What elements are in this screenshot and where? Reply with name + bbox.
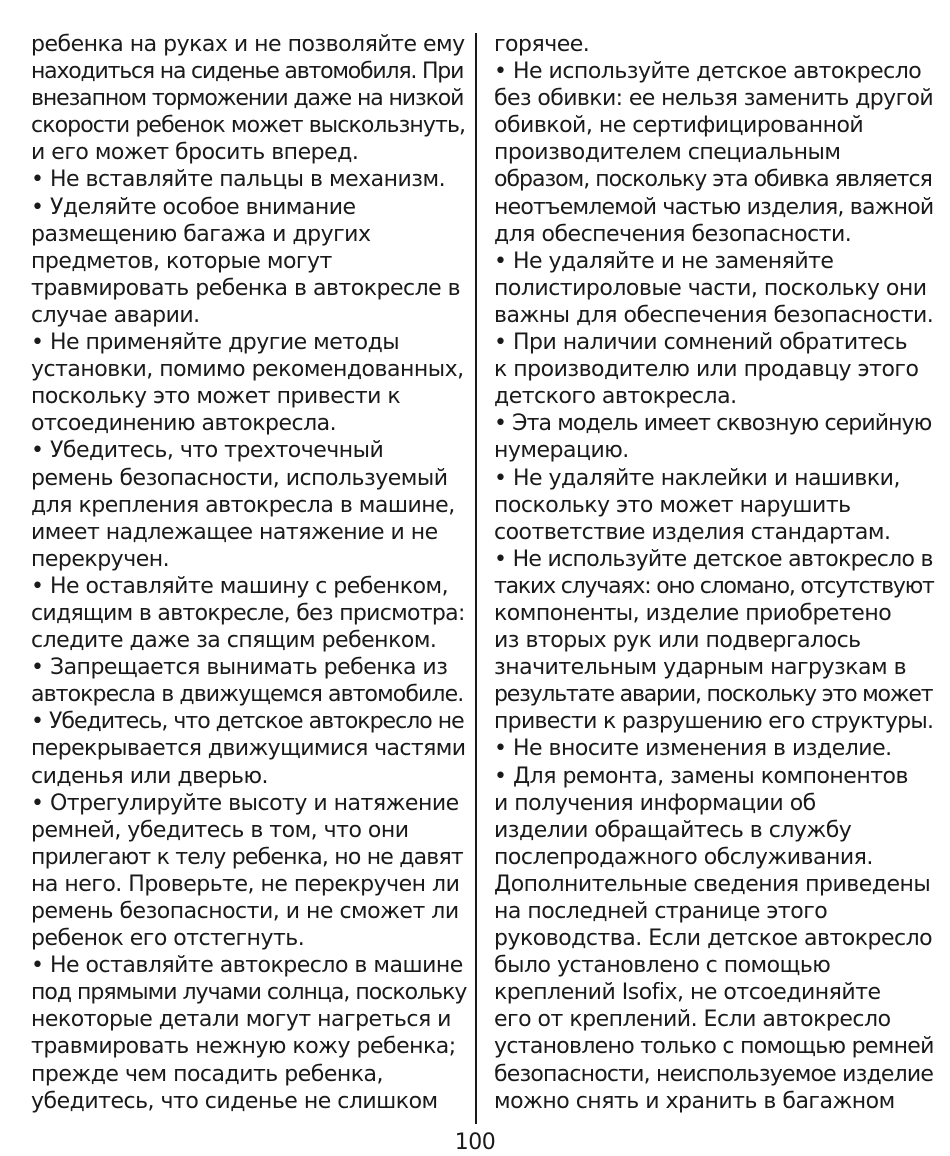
text-line: • Не оставляйте автокресло в машине (31, 953, 463, 979)
text-line: прежде чем посадить ребенка, (31, 1061, 384, 1087)
text-line: некоторые детали могут нагреться и (31, 1007, 451, 1033)
text-line: • Для ремонта, замены компонентов (494, 763, 908, 789)
text-line: детского автокресла. (494, 384, 737, 410)
text-line: обивкой, не сертифицированной (494, 113, 864, 139)
text-line: горячее. (494, 32, 590, 57)
text-line: • Эта модель имеет сквозную серийную (494, 411, 932, 437)
text-line: сидящим в автокресле, без присмотра: (31, 600, 465, 626)
text-line: прилегают к телу ребенка, но не давят (31, 844, 463, 870)
text-line: было установлено с помощью (494, 953, 831, 979)
text-line: • При наличии сомнений обратитесь (494, 330, 908, 356)
text-line: безопасности, неиспользуемое изделие (494, 1061, 934, 1087)
text-line: перекрывается движущимися частями (31, 736, 466, 762)
text-line: к производителю или продавцу этого (494, 357, 919, 383)
text-line: • Не вносите изменения в изделие. (494, 736, 892, 762)
text-line: на последней странице этого (494, 899, 828, 924)
text-line: • Не используйте детское автокресло (494, 59, 922, 85)
text-line: • Запрещается вынимать ребенка из (31, 655, 448, 681)
text-line: • Убедитесь, что детское автокресло не (31, 709, 464, 735)
text-line: • Не вставляйте пальцы в механизм. (31, 167, 446, 193)
text-line: скорости ребенок может выскользнуть, (31, 113, 466, 139)
text-line: нумерацию. (494, 438, 629, 464)
text-line: находиться на сиденье автомобиля. При (31, 59, 464, 85)
text-line: • Убедитесь, что трехточечный (31, 438, 384, 464)
text-line: поскольку это может привести к (31, 384, 401, 410)
text-line: • Не оставляйте машину с ребенком, (31, 573, 449, 599)
text-line: полистироловые части, поскольку они (494, 275, 927, 301)
text-line: таких случаях: оно сломано, отсутствуют (494, 573, 934, 599)
text-line: имеет надлежащее натяжение и не (31, 519, 438, 545)
text-line: для крепления автокресла в машине, (31, 492, 455, 518)
text-line: послепродажного обслуживания. (494, 844, 873, 870)
text-line: • Не удаляйте и не заменяйте (494, 248, 834, 274)
text-line: соответствие изделия стандартам. (494, 519, 891, 545)
text-line: креплений Isofix, не отсоединяйте (494, 980, 881, 1006)
text-line: убедитесь, что сиденье не слишком (31, 1088, 438, 1114)
text-line: • Не применяйте другие методы (31, 330, 400, 356)
text-line: привести к разрушению его структуры. (494, 709, 934, 735)
right-text-column (494, 31, 934, 1115)
text-line: • Отрегулируйте высоту и натяжение (31, 790, 459, 816)
text-line: под прямыми лучами солнца, поскольку (31, 980, 467, 1006)
text-line: важны для обеспечения безопасности. (494, 302, 934, 328)
text-line: Дополнительные сведения приведены (494, 871, 931, 897)
text-line: ремней, убедитесь в том, что они (31, 817, 409, 843)
text-line: неотъемлемой частью изделия, важной (494, 194, 934, 220)
text-line: • Уделяйте особое внимание (31, 194, 356, 220)
text-line: • Не используйте детское автокресло в (494, 546, 933, 572)
text-line: компоненты, изделие приобретено (494, 600, 892, 626)
text-line: изделии обращайтесь в службу (494, 817, 852, 843)
text-line: руководства. Если детское автокресло (494, 926, 933, 952)
text-line: производителем специальным (494, 140, 841, 166)
text-line: результате аварии, поскольку это может (494, 682, 933, 708)
text-line: значительным ударным нагрузкам в (494, 655, 907, 681)
text-line: внезапном торможении даже на низкой (31, 86, 464, 112)
text-line: его от креплений. Если автокресло (494, 1007, 891, 1033)
text-line: ремень безопасности, и не сможет ли (31, 899, 459, 924)
text-line: без обивки: ее нельзя заменить другой (494, 86, 934, 112)
text-line: травмировать ребенка в автокресле в (31, 275, 461, 301)
text-line: травмировать нежную кожу ребенка; (31, 1034, 456, 1060)
text-line: ребенка на руках и не позволяйте ему (31, 32, 465, 57)
column-divider (475, 33, 477, 1124)
text-line: случае аварии. (31, 302, 200, 328)
text-line: сиденья или дверью. (31, 763, 269, 789)
text-line: отсоединению автокресла. (31, 411, 337, 437)
left-text-column (31, 31, 466, 1115)
page-number: 100 (454, 1130, 496, 1155)
text-line: следите даже за спящим ребенком. (31, 628, 437, 654)
text-line: поскольку это может нарушить (494, 492, 851, 518)
text-line: размещению багажа и других (31, 221, 371, 247)
text-line: из вторых рук или подвергалось (494, 628, 861, 654)
text-line: можно снять и хранить в багажном (494, 1088, 895, 1114)
text-line: и получения информации об (494, 790, 816, 816)
text-line: установлено только с помощью ремней (494, 1034, 934, 1060)
text-line: ремень безопасности, используемый (31, 465, 448, 491)
text-line: • Не удаляйте наклейки и нашивки, (494, 465, 900, 491)
text-line: образом, поскольку эта обивка является (494, 167, 932, 193)
text-line: предметов, которые могут (31, 248, 332, 274)
text-line: автокресла в движущемся автомобиле. (31, 682, 464, 708)
text-line: на него. Проверьте, не перекручен ли (31, 871, 460, 897)
text-line: установки, помимо рекомендованных, (31, 357, 464, 383)
text-line: для обеспечения безопасности. (494, 221, 852, 247)
text-line: перекручен. (31, 546, 170, 572)
text-line: и его может бросить вперед. (31, 140, 359, 166)
text-line: ребенок его отстегнуть. (31, 926, 305, 952)
